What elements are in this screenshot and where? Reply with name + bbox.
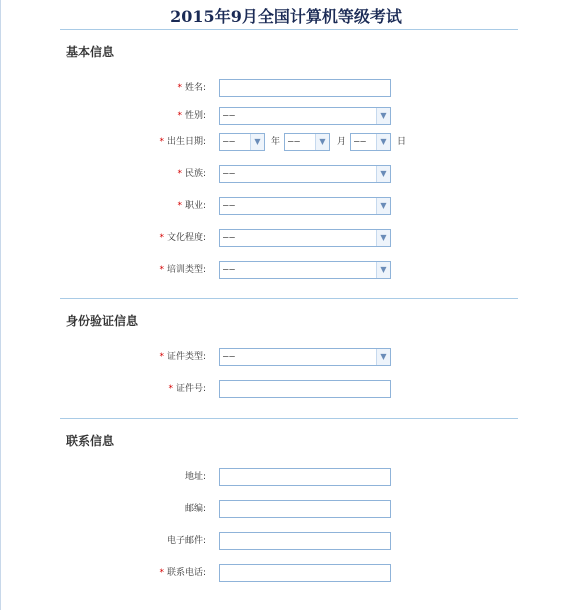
id-number-label [168,380,206,398]
address-label: 地址: [184,472,206,482]
gender-label [177,107,206,125]
chevron-down-icon[interactable]: ▼ [376,198,390,214]
row-email [0,532,572,550]
birth-month-select[interactable] [284,133,330,151]
row-address [0,468,572,486]
chevron-down-icon[interactable]: ▼ [376,230,390,246]
name-label-text: 姓名: [184,83,206,93]
ethnicity-label [177,165,206,183]
education-label [159,229,206,247]
ethnicity-select[interactable] [219,165,391,183]
gender-label-text: 性别: [184,111,206,121]
section-divider-identity [60,298,518,299]
chevron-down-icon[interactable]: ▼ [376,349,390,365]
birth-day-value: —— [354,137,367,147]
training-select-value: —— [223,265,236,275]
id-number-input[interactable] [219,380,391,398]
chevron-down-icon[interactable]: ▼ [376,108,390,124]
phone-input[interactable] [219,564,391,582]
id-type-select-value: —— [223,352,236,362]
name-input[interactable] [219,79,391,97]
training-label-text: 培训类型: [166,265,206,275]
section-divider-contact [60,418,518,419]
required-mark: * [159,137,164,147]
required-mark: * [177,169,182,179]
row-education [0,229,572,247]
education-label-text: 文化程度: [166,233,206,243]
required-mark: * [159,233,164,243]
page-title: 2015年9月全国计算机等级考试 [170,7,402,26]
row-name [0,79,572,97]
row-postcode [0,500,572,518]
row-ethnicity [0,165,572,183]
title-divider [60,29,518,30]
required-mark: * [159,568,164,578]
chevron-down-icon[interactable]: ▼ [315,134,329,150]
birth-month-unit: 月 [337,137,347,147]
email-input[interactable] [219,532,391,550]
training-select[interactable] [219,261,391,279]
chevron-down-icon[interactable]: ▼ [250,134,264,150]
required-mark: * [177,111,182,121]
gender-select[interactable] [219,107,391,125]
row-phone [0,564,572,582]
email-label: 电子邮件: [166,536,206,546]
training-label [159,261,206,279]
row-training [0,261,572,279]
row-gender [0,107,572,125]
occupation-label [177,197,206,215]
required-mark: * [177,83,182,93]
ethnicity-select-value: —— [223,169,236,179]
birth-day-unit: 日 [397,137,407,147]
required-mark: * [177,201,182,211]
row-birthdate [0,133,572,151]
id-type-label-text: 证件类型: [166,352,206,362]
row-id-type [0,348,572,366]
occupation-label-text: 职业: [184,201,206,211]
address-input[interactable] [219,468,391,486]
phone-label [159,564,206,582]
birth-day-select[interactable] [350,133,391,151]
education-select-value: —— [223,233,236,243]
section-title-identity: 身份验证信息 [66,314,139,328]
postcode-input[interactable] [219,500,391,518]
chevron-down-icon[interactable]: ▼ [376,134,390,150]
ethnicity-label-text: 民族: [184,169,206,179]
section-title-contact: 联系信息 [66,434,115,448]
chevron-down-icon[interactable]: ▼ [376,166,390,182]
name-label [177,79,206,97]
required-mark: * [159,265,164,275]
occupation-select[interactable] [219,197,391,215]
row-occupation [0,197,572,215]
chevron-down-icon[interactable]: ▼ [376,262,390,278]
birth-year-value: —— [223,137,236,147]
required-mark: * [159,352,164,362]
row-id-number [0,380,572,398]
id-type-label [159,348,206,366]
id-type-select[interactable] [219,348,391,366]
education-select[interactable] [219,229,391,247]
occupation-select-value: —— [223,201,236,211]
section-title-basic: 基本信息 [66,45,115,59]
gender-select-value: —— [223,111,236,121]
required-mark: * [168,384,173,394]
id-number-label-text: 证件号: [175,384,206,394]
phone-label-text: 联系电话: [166,568,206,578]
birth-year-select[interactable] [219,133,265,151]
birth-year-unit: 年 [271,137,281,147]
birth-label-text: 出生日期: [166,137,206,147]
birth-month-value: —— [288,137,301,147]
birth-label [159,133,206,151]
postcode-label: 邮编: [184,504,206,514]
